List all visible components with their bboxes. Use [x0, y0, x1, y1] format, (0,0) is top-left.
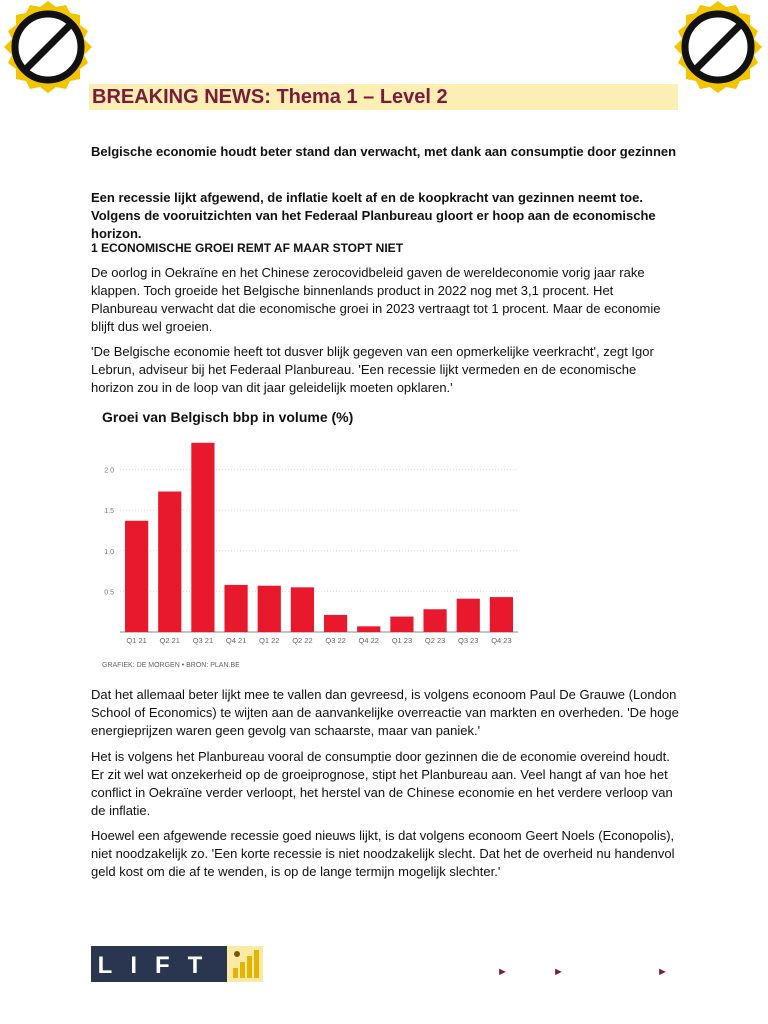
x-tick-label: Q1 22: [259, 636, 280, 645]
nav-arrow-icon[interactable]: ►: [497, 966, 508, 978]
bar-q3-23: [457, 599, 480, 632]
bar-q4-21: [224, 585, 247, 632]
lift-logo: [91, 946, 263, 982]
prohibition-badge-icon: [670, 0, 768, 94]
x-tick-label: Q3 21: [192, 636, 214, 645]
bar-q1-21: [125, 521, 148, 632]
article-headline: Belgische economie houdt beter stand dan verwacht, met dank aan consumptie door gezinnen: [91, 144, 677, 159]
y-tick-label: 2.0: [104, 467, 114, 475]
x-tick-label: Q4 22: [358, 636, 379, 645]
x-tick-label: Q4 23: [491, 636, 512, 645]
chart-source: GRAFIEK: DE MORGEN • BRON: PLAN.BE: [102, 662, 240, 669]
paragraph-3: Dat het allemaal beter lijkt mee te vallen dan gevreesd, is volgens econoom Paul De Grauwe (London School of Economics) te wijten aan de aanvankelijke overreactie van markten en overheden. 'De hoge energieprijzen waren geen gevolg van schaarste, maar van paniek.': [91, 687, 679, 738]
x-tick-label: Q4 21: [225, 636, 247, 645]
x-tick-label: Q3 22: [325, 636, 346, 645]
x-tick-label: Q1 21: [126, 636, 147, 645]
page-title: BREAKING NEWS: Thema 1 – Level 2: [92, 86, 448, 108]
y-tick-label: 1.0: [104, 548, 114, 556]
paragraph-2: 'De Belgische economie heeft tot dusver blijk gegeven van een opmerkelijke veerkracht', zegt Igor Lebrun, adviseur bij het Federaal Planbureau. 'Een recessie lijkt vermeden en de economische horizon zou in de loop van dit jaar geleidelijk moeten opklaren.': [91, 344, 654, 395]
article-lead: Een recessie lijkt afgewend, de inflatie koelt af en de koopkracht van gezinnen neemt toe. Volgens de vooruitzichten van het Federaal Planbureau gloort er hoop aan de economische horizon.: [91, 190, 656, 241]
x-tick-label: Q2 21: [159, 636, 180, 645]
bar-q2-23: [423, 609, 446, 632]
paragraph-1: De oorlog in Oekraïne en het Chinese zerocovidbeleid gaven de wereldeconomie vorig jaar rake klappen. Toch groeide het Belgische binnenlands product in 2022 nog met 3,1 procent. Het Planbureau verwacht dat die economische groei in 2023 vertraagt tot 1 procent. Maar de economie blijft dus wel groeien.: [91, 265, 661, 334]
chart-title: Groei van Belgisch bbp in volume (%): [102, 409, 354, 425]
nav-arrow-icon[interactable]: ►: [553, 966, 564, 978]
y-tick-label: 1.5: [104, 508, 114, 516]
bar-q4-22: [357, 626, 380, 632]
x-tick-label: Q3 23: [458, 636, 479, 645]
bar-q1-22: [258, 586, 281, 632]
bar-q3-22: [324, 615, 347, 632]
prohibition-badge-icon: [0, 0, 98, 94]
bar-q2-21: [158, 492, 181, 632]
bar-q4-23: [490, 597, 513, 632]
gdp-growth-chart: [96, 404, 526, 674]
section-title: 1 ECONOMISCHE GROEI REMT AF MAAR STOPT NIET: [91, 241, 404, 255]
x-tick-label: Q2 23: [424, 636, 446, 645]
logo-text: LIFT: [97, 952, 221, 979]
y-tick-label: 0.5: [104, 589, 114, 597]
bar-q3-21: [191, 443, 214, 632]
x-tick-label: Q2 22: [292, 636, 313, 645]
nav-arrow-icon[interactable]: ►: [657, 966, 668, 978]
paragraph-5: Hoewel een afgewende recessie goed nieuws lijkt, is dat volgens econoom Geert Noels (Econopolis), niet noodzakelijk zo. 'Een korte recessie is niet noodzakelijk slecht. Dat het de overheid nu handenvol geld kost om die af te wenden, is op de lange termijn mogelijk slechter.': [91, 828, 675, 879]
x-tick-label: Q1 23: [391, 636, 413, 645]
paragraph-4: Het is volgens het Planbureau vooral de consumptie door gezinnen die de economie overeind houdt. Er zit wel wat onzekerheid op de groeiprognose, stipt het Planbureau aan. Veel hangt af van hoe het conflict in Oekraïne verder verloopt, het herstel van de Chinese economie en het verdere verloop van de inflatie.: [91, 749, 673, 818]
bar-q2-22: [291, 587, 314, 632]
bar-q1-23: [390, 617, 413, 632]
title-banner: [89, 84, 678, 110]
